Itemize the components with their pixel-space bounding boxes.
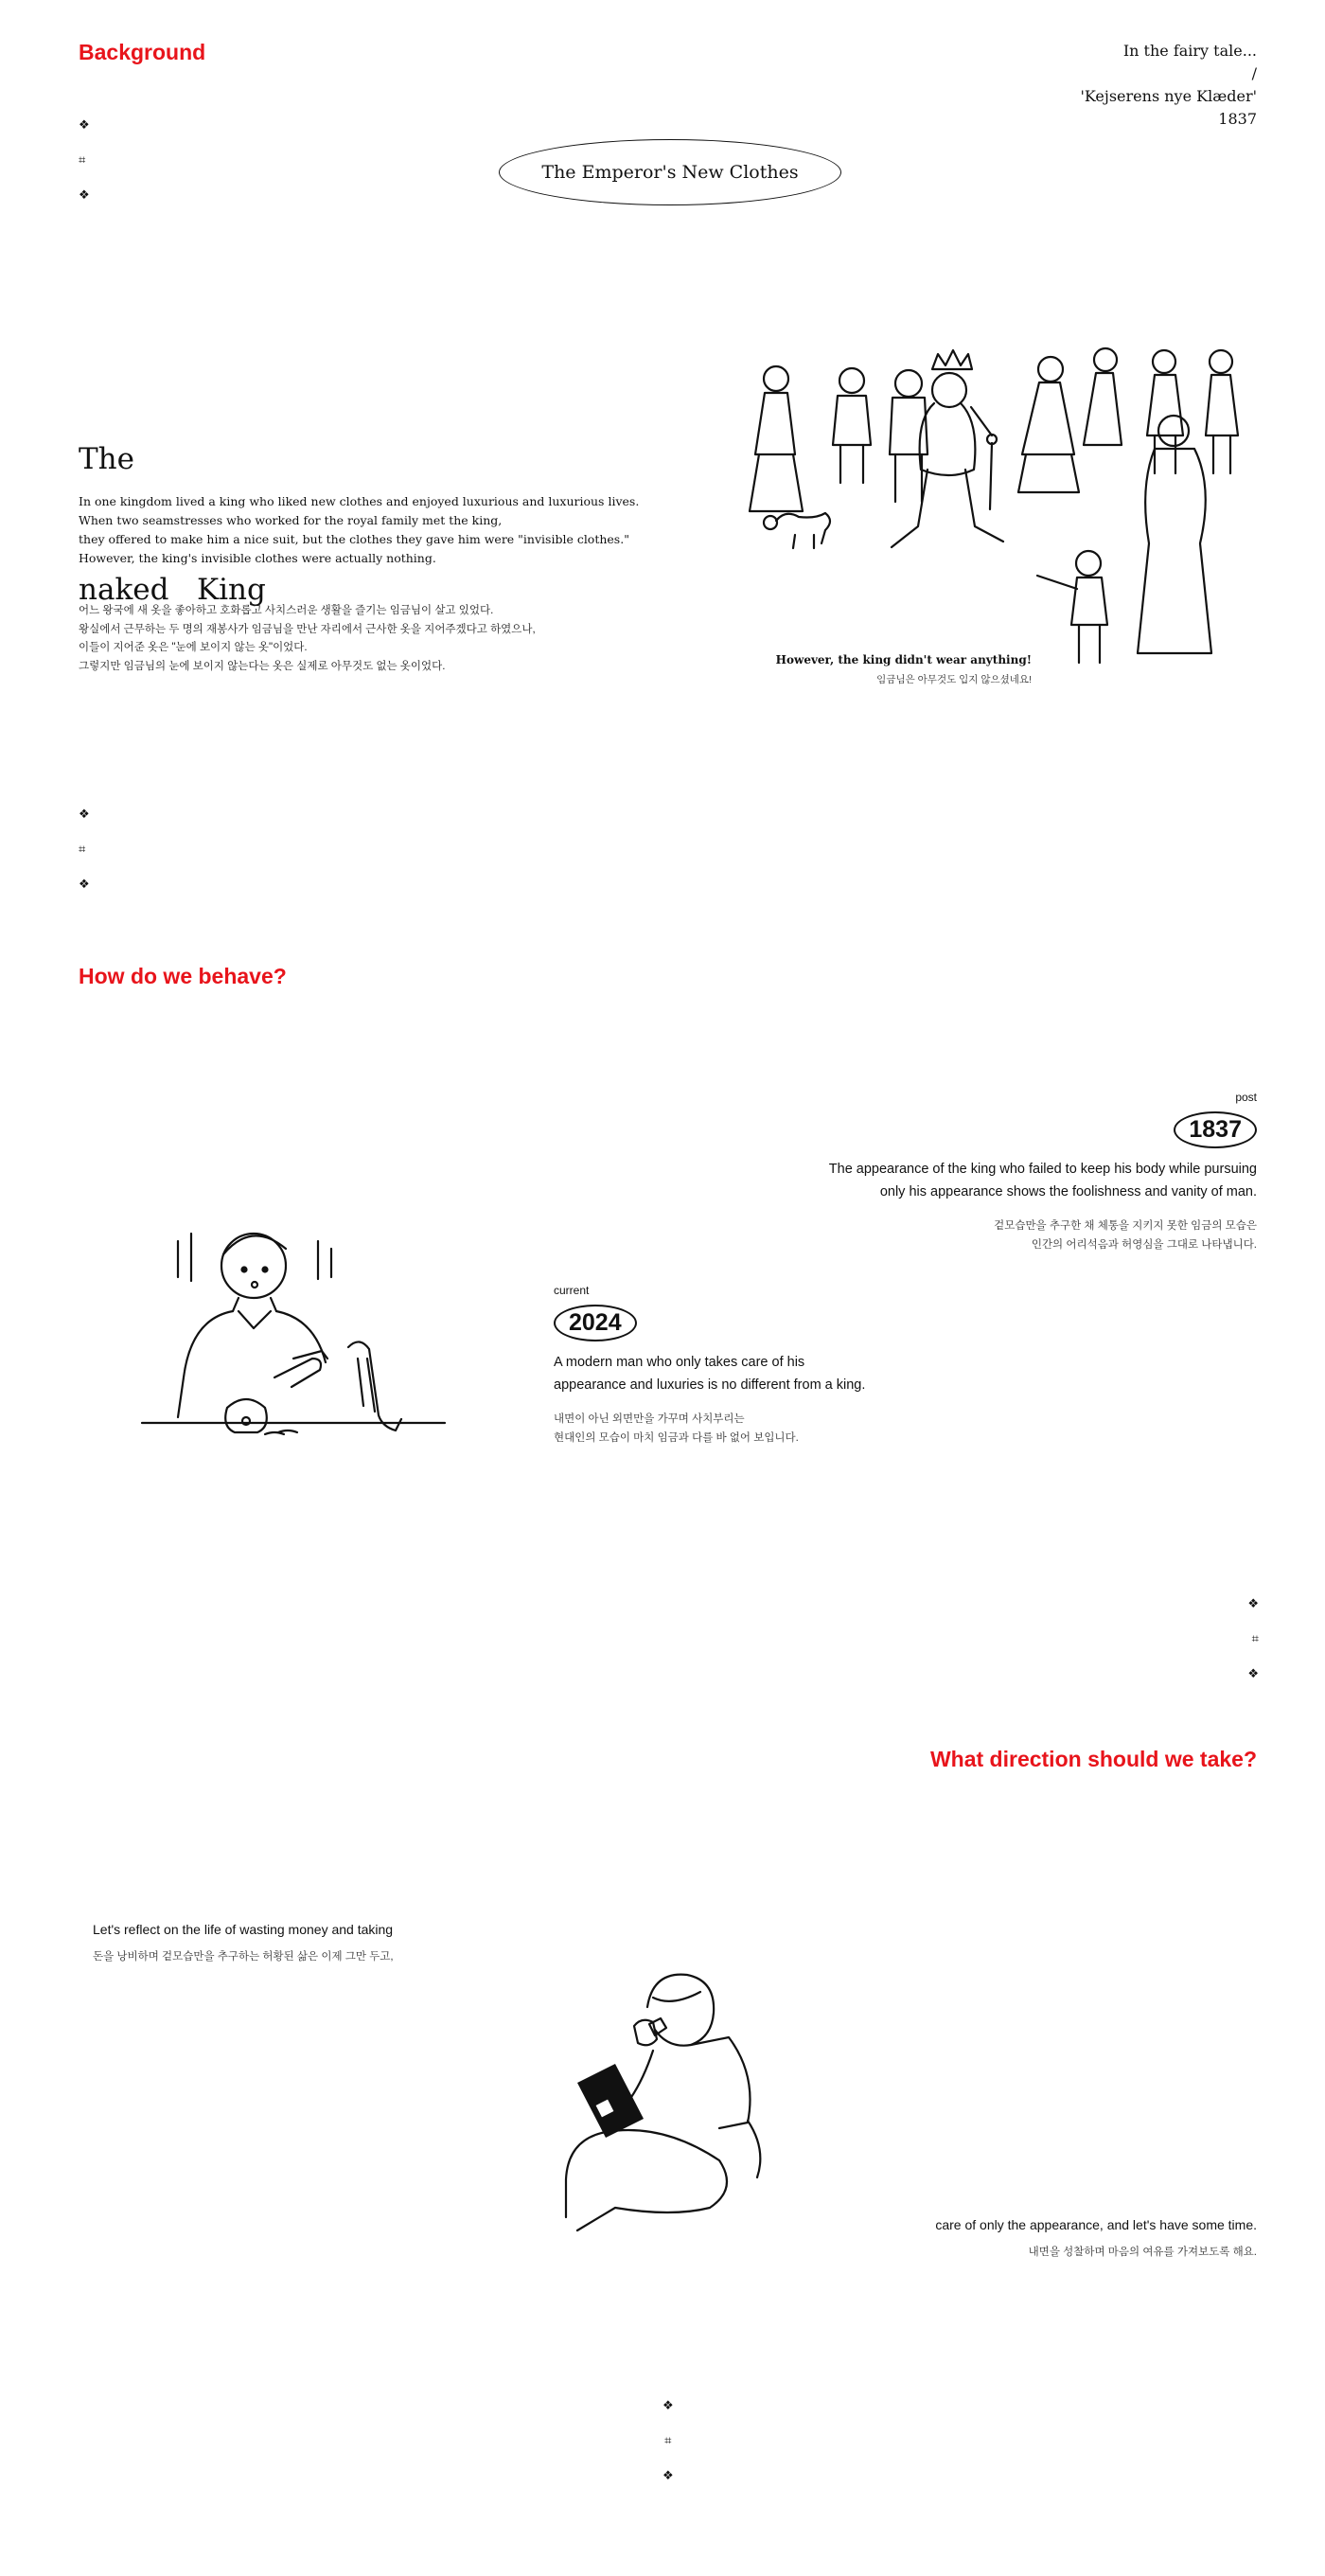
reading-man-illustration [549,1960,795,2244]
current-en-line-2: appearance and luxuries is no different from a king. [554,1377,866,1393]
fairy-line-1: In the fairy tale... [1122,42,1257,60]
reflect-ko-top: 돈을 낭비하며 겉모습만을 추구하는 허황된 삶은 이제 그만 두고, [93,1951,394,1963]
fairy-line-2: / [1251,64,1257,82]
story-en-line: In one kingdom lived a king who liked new clothes and enjoyed luxurious and luxurious lives. [79,494,640,508]
marker-hash: ⌗ [79,153,86,168]
section-markers-1 [79,117,90,204]
story-en-line: they offered to make him a nice suit, but the clothes they gave him were "invisible clothes." [79,532,629,546]
section-markers-3 [1247,1596,1259,1683]
marker-diamond: ❖ [79,808,90,822]
marker-diamond: ❖ [79,118,90,133]
marker-diamond: ❖ [79,188,90,203]
behave-heading: How do we behave? [79,964,287,988]
section-markers-2 [79,807,90,894]
reflect-ko-bottom: 내면을 성찰하며 마음의 여유를 가져보도록 해요. [1028,2247,1257,2258]
naked-king-line-2: naked King [79,573,266,607]
story-english [79,492,665,568]
reflect-en-bottom: care of only the appearance, and let's have some time. [935,2217,1257,2232]
background-heading: Background [79,40,206,64]
current-label: current [554,1284,590,1297]
marker-hash: ⌗ [79,843,86,857]
post-en-line-2: only his appearance shows the foolishness and vanity of man. [879,1184,1257,1199]
story-en-line: When two seamstresses who worked for the royal family met the king, [79,513,503,527]
current-en [554,1351,865,1396]
current-ko [554,1410,865,1448]
marker-hash: ⌗ [1251,1632,1259,1646]
story-ko-line: 왕실에서 근무하는 두 명의 재봉사가 임금님을 만난 자리에서 근사한 옷을 지어주겠다고 하였으나, [79,623,536,635]
direction-heading: What direction should we take? [929,1747,1257,1771]
post-en-line-1: The appearance of the king who failed to keep his body while pursuing [828,1162,1257,1177]
marker-diamond: ❖ [1247,1597,1259,1611]
post-label: post [1235,1091,1257,1104]
fairy-line-3: 'Kejserens nye Klæder' [1080,87,1257,105]
marker-diamond: ❖ [662,2399,674,2413]
current-year-badge: 2024 [554,1305,637,1341]
story-korean [79,602,665,676]
marker-diamond: ❖ [662,2469,674,2483]
current-ko-line-2: 현대인의 모습이 마치 임금과 다를 바 없어 보입니다. [554,1432,799,1444]
post-year-badge: 1837 [1174,1111,1257,1148]
section-markers-4 [662,2398,674,2485]
post-ko [829,1217,1257,1254]
marker-diamond: ❖ [1247,1667,1259,1681]
post-ko-line-1: 겉모습만을 추구한 채 체통을 지키지 못한 임금의 모습은 [994,1220,1257,1232]
current-block [554,1284,865,1448]
reflect-en-top: Let's reflect on the life of wasting money and taking [93,1922,394,1937]
illustration-caption-ko: 임금님은 아무것도 입지 않으셨네요! [876,674,1032,685]
marker-diamond: ❖ [79,878,90,892]
post-ko-line-2: 인간의 어리석음과 허영심을 그대로 나타냅니다. [1031,1239,1257,1251]
reflect-bottom [935,2217,1257,2259]
story-ko-line: 어느 왕국에 새 옷을 좋아하고 호화롭고 사치스러운 생활을 즐기는 임금님이 살고 있었다. [79,605,494,616]
post-block [829,1091,1257,1254]
illustration-caption-en: However, the king didn't wear anything! [775,653,1032,666]
reflect-top [93,1922,394,1963]
story-title: The Emperor's New Clothes [541,162,799,183]
current-en-line-1: A modern man who only takes care of his [554,1355,805,1370]
book-icon [577,2064,644,2138]
fairy-line-4: 1837 [1218,110,1257,128]
post-en [829,1158,1257,1203]
story-ko-line: 이들이 지어준 옷은 "눈에 보이지 않는 옷"이었다. [79,642,308,653]
man-receipt-illustration [132,1207,464,1463]
story-en-line: However, the king's invisible clothes were actually nothing. [79,551,436,565]
story-title-oval [499,139,841,205]
naked-king-line-1: The [79,442,134,476]
marker-hash: ⌗ [664,2434,672,2448]
fairy-tale-note [1080,40,1257,131]
current-ko-line-1: 내면이 아닌 외면만을 가꾸며 사치부리는 [554,1413,745,1425]
story-ko-line: 그렇지만 임금님의 눈에 보이지 않는다는 옷은 실제로 아무것도 없는 옷이었다. [79,660,446,672]
